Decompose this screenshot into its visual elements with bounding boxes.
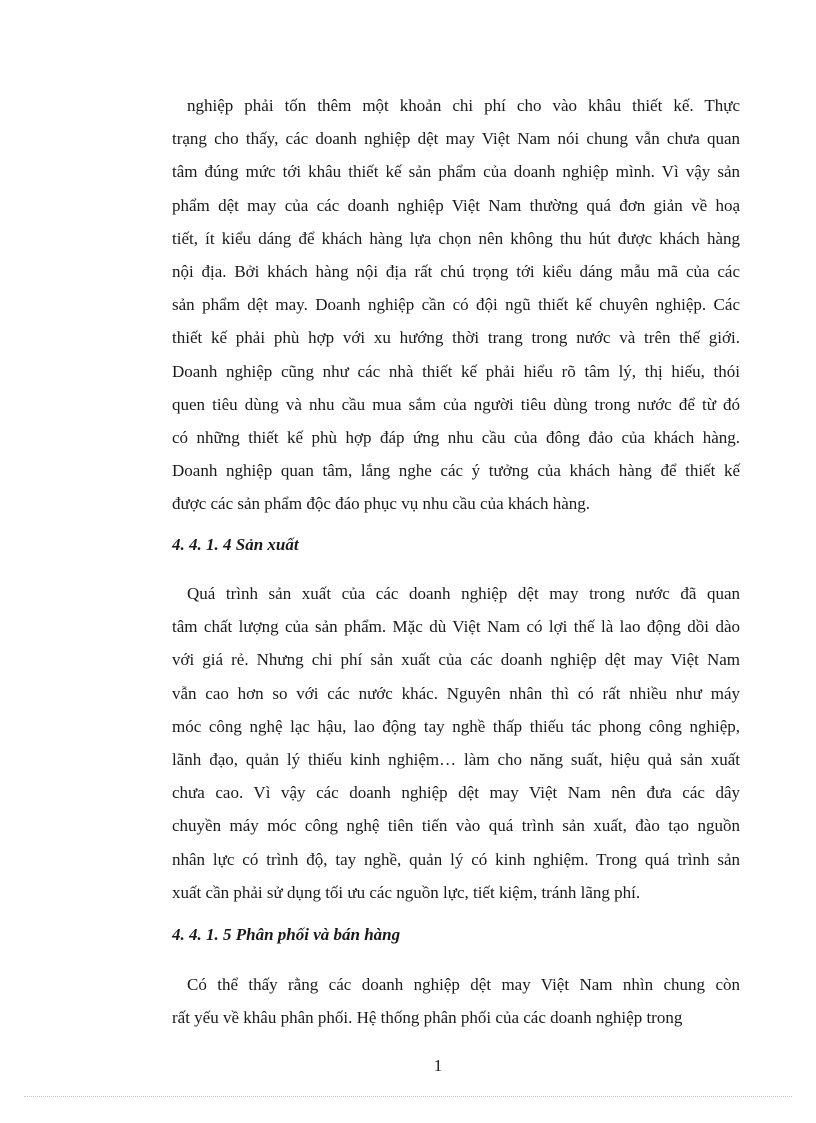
text-line: trạng cho thấy, các doanh nghiệp dệt may Việt Nam nói chung vẫn chưa quan (172, 129, 740, 149)
text-line: phẩm dệt may của các doanh nghiệp Việt Nam thường quá đơn giản về hoạ (172, 195, 740, 215)
page-break-divider (24, 1096, 792, 1097)
text-line: có những thiết kế phù hợp đáp ứng nhu cầu của đông đảo của khách hàng. (172, 428, 740, 448)
text-line: tâm chất lượng của sản phẩm. Mặc dù Việt Nam có lợi thế là lao động dồi dào (172, 617, 740, 637)
text-line: vẫn cao hơn so với các nước khác. Nguyên nhân thì có rất nhiều như máy (172, 683, 740, 703)
paragraph-distribution (172, 968, 740, 1034)
section-heading-distribution: 4. 4. 1. 5 Phân phối và bán hàng (172, 925, 401, 944)
section-heading-production: 4. 4. 1. 4 Sản xuất (172, 535, 299, 554)
text-line: nhân lực có trình độ, tay nghề, quản lý có kinh nghiệm. Trong quá trình sản (172, 849, 740, 869)
text-line: lãnh đạo, quản lý thiếu kinh nghiệm… làm cho năng suất, hiệu quả sản xuất (172, 750, 740, 770)
text-line: chưa cao. Vì vậy các doanh nghiệp dệt may Việt Nam nên đưa các dây (172, 783, 740, 803)
text-line: nghiệp phải tốn thêm một khoản chi phí cho vào khâu thiết kế. Thực (187, 96, 740, 115)
text-line: với giá rẻ. Nhưng chi phí sản xuất của các doanh nghiệp dệt may Việt Nam (172, 650, 740, 670)
text-line: tiết, ít kiểu dáng để khách hàng lựa chọn nên không thu hút được khách hàng (172, 228, 740, 248)
text-line: Có thể thấy rằng các doanh nghiệp dệt may Việt Nam nhìn chung còn (187, 975, 740, 994)
paragraph-design (172, 89, 740, 521)
text-line: chuyền máy móc công nghệ tiên tiến vào quá trình sản xuất, đào tạo nguồn (172, 816, 740, 836)
text-line: Quá trình sản xuất của các doanh nghiệp dệt may trong nước đã quan (187, 584, 740, 603)
text-line: Doanh nghiệp quan tâm, lắng nghe các ý tưởng của khách hàng để thiết kế (172, 461, 740, 481)
text-line: được các sản phẩm độc đáo phục vụ nhu cầu của khách hàng. (172, 494, 591, 514)
text-line: Doanh nghiệp cũng như các nhà thiết kế phải hiểu rõ tâm lý, thị hiếu, thói (172, 361, 740, 381)
text-line: tâm đúng mức tới khâu thiết kế sản phẩm của doanh nghiệp mình. Vì vậy sản (172, 162, 740, 182)
text-line: nội địa. Bởi khách hàng nội địa rất chú trọng tới kiểu dáng mẫu mã của các (172, 262, 740, 282)
page-number: 1 (433, 1056, 443, 1075)
text-line: quen tiêu dùng và nhu cầu mua sắm của người tiêu dùng trong nước để từ đó (172, 394, 740, 414)
text-line: móc công nghệ lạc hậu, lao động tay nghề thấp thiếu tác phong công nghiệp, (172, 716, 740, 736)
text-line: xuất cần phải sử dụng tối ưu các nguồn lực, tiết kiệm, tránh lãng phí. (172, 882, 641, 902)
text-line: thiết kế phải phù hợp với xu hướng thời trang trong nước và trên thế giới. (172, 328, 740, 348)
text-line: rất yếu về khâu phân phối. Hệ thống phân phối của các doanh nghiệp trong (172, 1008, 683, 1028)
paragraph-production (172, 577, 740, 909)
text-line: sản phẩm dệt may. Doanh nghiệp cần có đội ngũ thiết kế chuyên nghiệp. Các (172, 295, 740, 315)
